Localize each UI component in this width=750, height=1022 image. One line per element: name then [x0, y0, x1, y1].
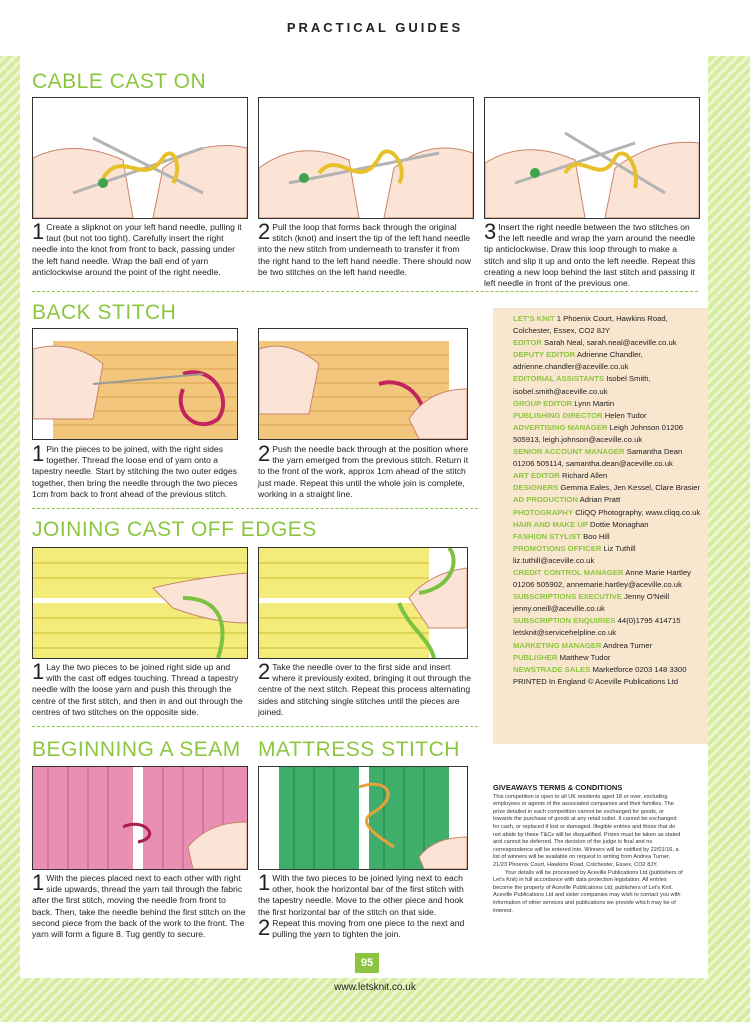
joining-step-1	[32, 659, 246, 718]
step-number: 2	[258, 659, 271, 684]
step-text: Lay the two pieces to be joined right side up and with the cast off edges touching. Thread a tapestry needle with the loose yarn and push this through the centre of the first stitch, and then in and out through the centres of two stitches on the opposite side.	[32, 662, 243, 717]
back-stitch-step-2	[258, 441, 472, 500]
step-text: Pull the loop that forms back through the original stitch (knot) and insert the tip of the left hand needle into the new stitch from underneath to transfer it from the right hand to the left hand needle. There should now be two stitches on the left hand needle.	[258, 222, 471, 277]
step-number: 2	[258, 441, 271, 466]
credit-row: NEWSTRADE SALES Marketforce 0203 148 3300 PRINTED In England © Aceville Publications Ltd	[513, 664, 687, 686]
credit-row: ADVERTISING MANAGER Leigh Johnson 01206 505913, leigh.johnson@aceville.co.uk	[513, 422, 684, 444]
mattress-step-2	[258, 915, 472, 940]
credit-row: DESIGNERS Gemma Eales, Jen Kessel, Clare Brasier	[513, 483, 701, 493]
step-number: 3	[484, 219, 497, 244]
section-title-beginning-seam: BEGINNING A SEAM	[32, 738, 241, 761]
section-title-cable-cast-on: CABLE CAST ON	[32, 70, 207, 93]
footer-url: www.letsknit.co.uk	[334, 982, 416, 993]
step-number: 1	[32, 441, 45, 466]
step-text: Insert the right needle between the two stitches on the left needle and wrap the yarn around the needle tip anticlockwise. Draw this loop through to make a stitch and slip it up and onto the left needle. Repeat this creating a new loop behind the last stitch and passing it left needle in front of the previous one.	[484, 222, 696, 289]
joining-step-2	[258, 659, 472, 718]
illustration-cable-step-2	[258, 97, 474, 219]
credit-row: PUBLISHER Matthew Tudor	[513, 652, 611, 662]
credit-row: ART EDITOR Richard Allen	[513, 471, 608, 481]
step-number: 2	[258, 219, 271, 244]
illustration-mattress	[258, 766, 468, 870]
step-text: Create a slipknot on your left hand needle, pulling it taut (but not too tight). Carefully insert the right needle into the knot from front to back, passing under the left hand needle. Wrap the ball end of yarn anticlockwise around the point of the right needle.	[32, 222, 242, 277]
giveaways-terms	[493, 784, 683, 915]
step-text: With the pieces placed next to each other with right side upwards, thread the yarn tail through the fabric after the first stitch, moving the needle from front to back. Then, take the needle behind the first stitch on the second piece from the back of the work to the front. The yarn will form a figure 8. Tug gently to secure.	[32, 873, 246, 940]
seam-step-1	[32, 870, 246, 940]
step-number: 1	[32, 870, 45, 895]
credits-box	[493, 308, 708, 744]
credit-row: LET'S KNIT 1 Phoenix Court, Hawkins Road, Colchester, Essex, CO2 8JY	[513, 314, 668, 336]
illustration-cable-step-1	[32, 97, 248, 219]
mattress-step-1	[258, 870, 472, 918]
credit-row: FASHION STYLIST Boo Hill	[513, 531, 610, 541]
credit-row: EDITORIAL ASSISTANTS Isobel Smith, isobel.smith@aceville.co.uk	[513, 374, 651, 396]
credit-row: PUBLISHING DIRECTOR Helen Tudor	[513, 410, 647, 420]
illustration-back-stitch-1	[32, 328, 238, 440]
page-number-badge: 95	[355, 953, 379, 973]
step-text: Pin the pieces to be joined, with the right sides together. Thread the loose end of yarn onto a tapestry needle. Start by stitching the two outer edges together, then bring the needle through the two pieces 1cm from back to front ahead of the previous stitch.	[32, 444, 238, 499]
credit-row: SUBSCRIPTIONS EXECUTIVE Jenny O'Neill jenny.oneill@aceville.co.uk	[513, 592, 670, 614]
credit-row: DEPUTY EDITOR Adrienne Chandler, adrienne.chandler@aceville.co.uk	[513, 350, 643, 372]
credit-row: MARKETING MANAGER Andrea Turner	[513, 640, 653, 650]
credit-row: PHOTOGRAPHY CliQQ Photography, www.cliqq.co.uk	[513, 507, 701, 517]
credit-row: EDITOR Sarah Neal, sarah.neal@aceville.co.uk	[513, 338, 677, 348]
credit-row: SENIOR ACCOUNT MANAGER Samantha Dean 01206 505114, samantha.dean@aceville.co.uk	[513, 447, 683, 469]
section-title-joining-cast-off: JOINING CAST OFF EDGES	[32, 518, 317, 541]
credit-row: SUBSCRIPTION ENQUIRIES 44(0)1795 414715 letsknit@servicehelpline.co.uk	[513, 616, 681, 638]
step-number: 1	[32, 219, 45, 244]
back-stitch-step-1	[32, 441, 246, 500]
giveaways-body-2: Your details will be processed by Aceville Publications Ltd (publishers of Let's Knit) in full accordance with data protection legislation. All entries become the property of Aceville Publications Ltd, publishers of Let's Knit. Aceville Publications Ltd and sister companies may wish to contact you with information of other services and publications we provide which may be of interest.	[493, 869, 683, 914]
credit-row: AD PRODUCTION Adrian Pratt	[513, 495, 621, 505]
credit-row: PROMOTIONS OFFICER Liz Tuthill liz.tuthill@aceville.co.uk	[513, 543, 636, 565]
step-number: 2	[258, 915, 271, 940]
cable-step-1	[32, 219, 246, 278]
step-text: With the two pieces to be joined lying next to each other, hook the horizontal bar of the first stitch with the tapestry needle. Move to the other piece and hook the first horizontal bar of the stitch on that side.	[258, 873, 464, 917]
step-text: Take the needle over to the first side and insert where it previously exited, bringing it out through the centre of the next stitch. Repeat this process alternating sides and stitching single stitches until the pieces are joined.	[258, 662, 471, 717]
illustration-joining-1	[32, 547, 248, 659]
giveaways-title: GIVEAWAYS TERMS & CONDITIONS	[493, 783, 623, 792]
illustration-seam	[32, 766, 248, 870]
section-divider	[32, 508, 478, 509]
cable-step-3	[484, 219, 698, 289]
credit-row: GROUP EDITOR Lynn Martin	[513, 398, 615, 408]
page-header-title: PRACTICAL GUIDES	[286, 20, 464, 35]
section-title-back-stitch: BACK STITCH	[32, 301, 177, 324]
illustration-joining-2	[258, 547, 468, 659]
illustration-back-stitch-2	[258, 328, 468, 440]
step-text: Push the needle back through at the position where the yarn emerged from the previous stitch. Return it to the front of the work, approx 1cm ahead of the stitch just made. Repeat this until the whole join is complete, working in a straight line.	[258, 444, 469, 499]
step-text: Repeat this moving from one piece to the next and pulling the yarn to tighten the join.	[272, 918, 465, 940]
illustration-cable-step-3	[484, 97, 700, 219]
section-title-mattress-stitch: MATTRESS STITCH	[258, 738, 460, 761]
section-divider	[32, 726, 478, 727]
cable-step-2	[258, 219, 472, 278]
section-divider	[32, 291, 698, 292]
giveaways-body: This competition is open to all UK residents aged 18 or over, excluding employees or agents of the associated companies and their families. The prize detailed in each competition cannot be exchanged for goods, or towards the purchase of goods at any retail outlet. It cannot be exchanged for cash, or replaced if lost or damaged. Illegible entries and those that do not abide by these T&Cs will be disqualified. Prizes must be taken as stated and cannot be deferred. The decision of the judge is final and no correspondence will be entered into. Winners will be notified by 22/01/16, a list of winners will be available on request in writing from Andrea Turner, 21/23 Phoenix Court, Hawkins Road, Colchester, Essex, CO2 8JY.	[493, 793, 681, 868]
credit-row: CREDIT CONTROL MANAGER Anne Marie Hartley 01206 505902, annemarie.hartley@aceville.co.uk	[513, 567, 692, 590]
step-number: 1	[258, 870, 271, 895]
step-number: 1	[32, 659, 45, 684]
credit-row: HAIR AND MAKE UP Dottie Monaghan	[513, 519, 649, 529]
